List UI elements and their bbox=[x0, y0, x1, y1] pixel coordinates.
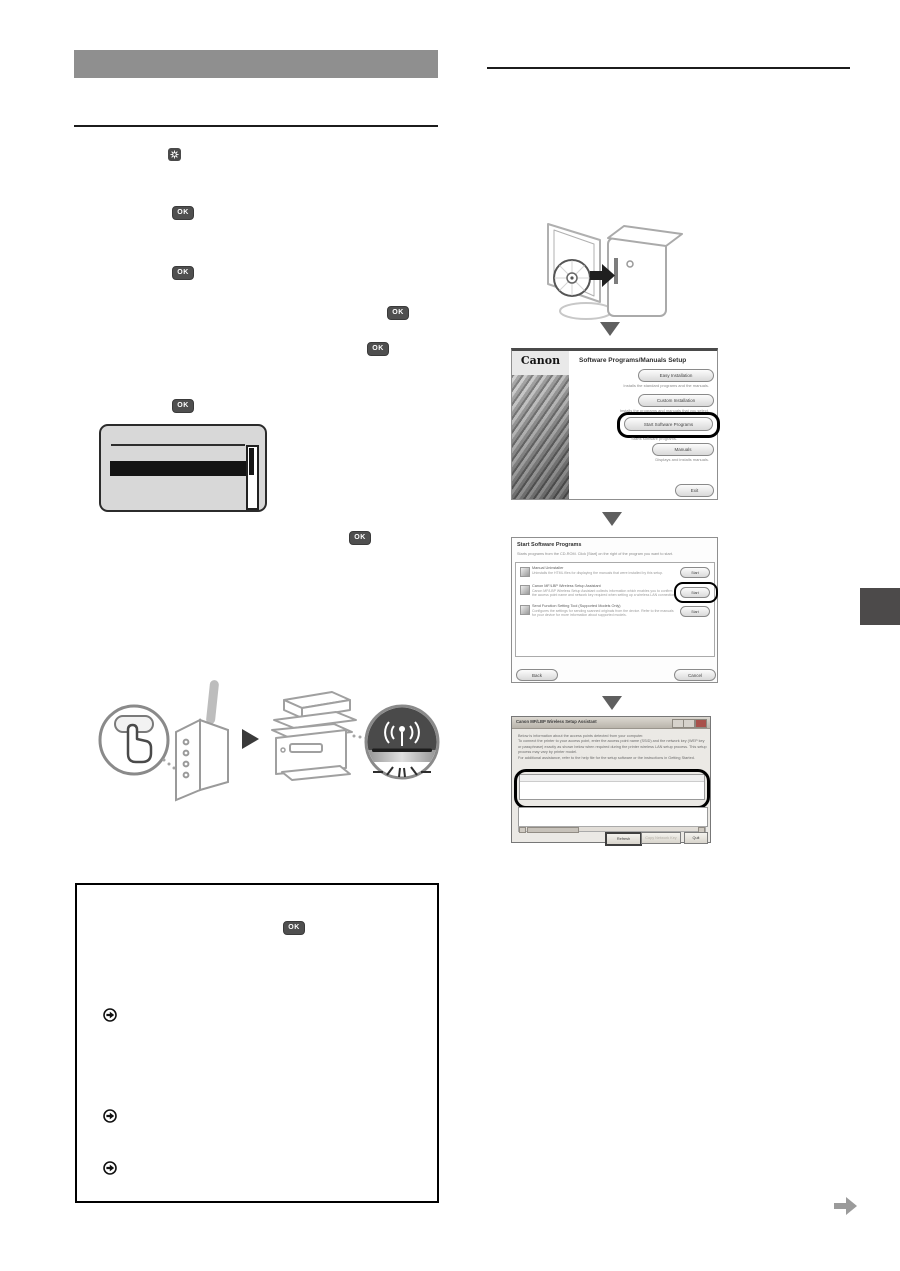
quit-button: Quit bbox=[684, 832, 708, 844]
manuals-button: Manuals bbox=[652, 443, 714, 456]
manuals-caption: Displays and installs manuals. bbox=[655, 457, 709, 462]
lcd-scrollbar-thumb bbox=[249, 448, 254, 475]
note-box bbox=[75, 883, 439, 1203]
lcd-display-graphic bbox=[99, 424, 267, 512]
reference-arrow-icon bbox=[103, 1161, 117, 1175]
dotted-connector bbox=[163, 759, 176, 770]
flow-arrow-down bbox=[602, 696, 622, 710]
back-button: Back bbox=[516, 669, 558, 681]
section-banner bbox=[74, 50, 438, 78]
reference-arrow-icon bbox=[103, 1008, 117, 1022]
easy-installation-caption: Installs the standard programs and the manuals. bbox=[623, 383, 709, 388]
ok-key-icon: OK bbox=[367, 342, 389, 356]
lcd-scrollbar bbox=[246, 445, 259, 510]
page-side-tab bbox=[860, 588, 900, 625]
highlight-oval bbox=[514, 769, 710, 809]
start-programs-screen bbox=[511, 537, 718, 683]
scrollbar-thumb bbox=[527, 827, 579, 833]
flow-arrow-down bbox=[600, 322, 620, 336]
section-rule-left bbox=[74, 125, 438, 127]
wireless-assistant-window bbox=[511, 716, 711, 843]
start-programs-title: Start Software Programs bbox=[517, 542, 582, 548]
close-icon bbox=[695, 719, 707, 728]
lcd-title-underline bbox=[111, 444, 245, 446]
lcd-selected-row bbox=[110, 461, 248, 476]
easy-installation-button: Easy Installation bbox=[638, 369, 714, 382]
program-desc: Configures the settings for sending scanned originals from the device. Refer to the manuals for your device for more information about supported models. bbox=[532, 609, 674, 618]
assistant-body-text bbox=[518, 734, 708, 761]
exit-button: Exit bbox=[675, 484, 714, 497]
printer-illustration bbox=[272, 692, 356, 780]
canon-logo: Canon bbox=[520, 354, 561, 367]
installer-side-panel bbox=[512, 351, 569, 499]
highlight-oval bbox=[617, 412, 720, 438]
start-button: Start bbox=[680, 606, 710, 617]
refresh-button: Refresh bbox=[605, 832, 642, 846]
network-key-list bbox=[518, 807, 708, 827]
ok-key-icon: OK bbox=[172, 206, 194, 220]
wireless-router bbox=[176, 680, 228, 800]
start-software-programs-button: Start Software Programs bbox=[624, 417, 713, 431]
body-line: process may vary by printer model. bbox=[518, 750, 578, 755]
ok-key-icon: OK bbox=[349, 531, 371, 545]
body-line: For additional assistance, refer to the help file for the setup software or the instructions in Getting Started. bbox=[518, 755, 695, 760]
reference-arrow-icon bbox=[103, 1109, 117, 1123]
highlight-oval bbox=[674, 582, 718, 603]
start-programs-subtitle: Starts programs from the CD-ROM. Click [Start] on the right of the program you want to start. bbox=[517, 552, 673, 556]
wifi-lamp-circle bbox=[365, 706, 439, 778]
cd-computer-illustration bbox=[538, 214, 698, 326]
menu-key-glyph bbox=[170, 150, 179, 159]
ok-key-icon: OK bbox=[387, 306, 409, 320]
ok-key-icon: OK bbox=[283, 921, 305, 935]
program-desc: Canon MF/LBP Wireless Setup Assistant collects information which enables you to confirm the access point name and network key required when setting up a wireless LAN connection. bbox=[532, 589, 676, 598]
program-name: Canon MF/LBP Wireless Setup Assistant bbox=[532, 584, 601, 588]
program-icon bbox=[520, 605, 530, 615]
cd-disc bbox=[554, 260, 590, 296]
body-line: To connect the printer to your access point, enter the access point name (SSID) and the network key (WEP key bbox=[518, 739, 705, 744]
right-arrow bbox=[242, 729, 259, 749]
installer-screen bbox=[511, 348, 718, 500]
wps-connection-illustration bbox=[88, 680, 444, 805]
custom-installation-caption: Installs the programs and manuals that you select. bbox=[619, 408, 709, 413]
body-line: Below is information about the access points detected from your computer. bbox=[518, 734, 644, 738]
wps-button-circle bbox=[100, 706, 168, 774]
scroll-left-icon bbox=[519, 827, 526, 833]
start-software-programs-caption: Starts software programs. bbox=[631, 436, 677, 441]
window-titlebar bbox=[512, 717, 710, 729]
program-name: Send Function Setting Tool (Supported Models Only) bbox=[532, 604, 621, 608]
cancel-button: Cancel bbox=[674, 669, 716, 681]
menu-key-icon bbox=[168, 148, 181, 161]
program-icon bbox=[520, 567, 530, 577]
maximize-button bbox=[683, 719, 695, 728]
program-list bbox=[515, 562, 715, 657]
copy-network-key-button: Copy Network Key bbox=[641, 832, 681, 844]
program-desc: Uninstalls the HTML files for displaying the manuals that were installed by this setup. bbox=[532, 571, 663, 575]
ok-key-icon: OK bbox=[172, 399, 194, 413]
installer-title: Software Programs/Manuals Setup bbox=[579, 357, 687, 364]
window-title: Canon MF/LBP Wireless Setup Assistant bbox=[516, 719, 597, 724]
section-rule-right bbox=[487, 67, 850, 69]
installer-side-photo bbox=[512, 375, 569, 499]
program-name: Manual Uninstaller bbox=[532, 566, 564, 570]
body-line: or passphrase) exactly as shown below when required during the printer wireless LAN setup process. This setup bbox=[518, 744, 707, 749]
start-button: Start bbox=[680, 587, 710, 598]
flow-arrow-down bbox=[602, 512, 622, 526]
start-button: Start bbox=[680, 567, 710, 578]
program-icon bbox=[520, 585, 530, 595]
custom-installation-button: Custom Installation bbox=[638, 394, 714, 407]
ok-key-icon: OK bbox=[172, 266, 194, 280]
next-page-icon bbox=[833, 1195, 859, 1217]
